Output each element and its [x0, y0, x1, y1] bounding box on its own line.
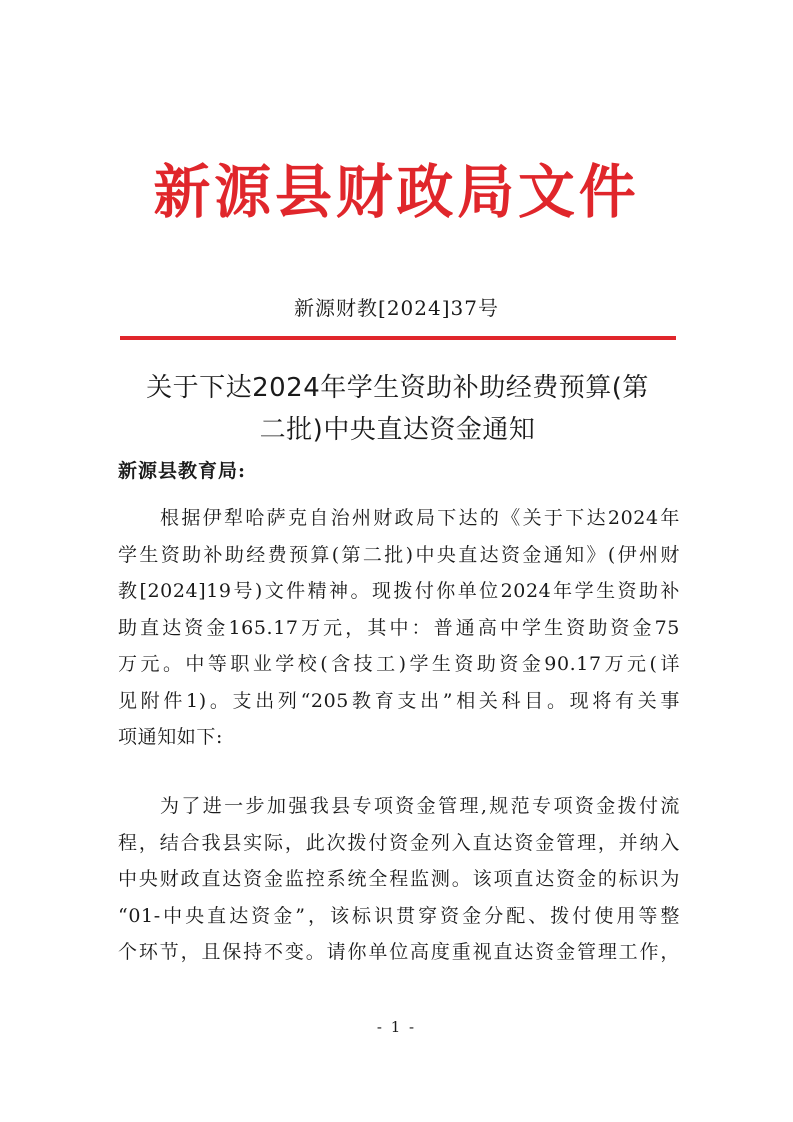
- paragraph-2-line: 个环节，且保持不变。请你单位高度重视直达资金管理工作，: [118, 941, 680, 963]
- paragraph-1-line: 项通知如下:: [118, 726, 224, 748]
- paragraph-1-line: 学生资助补助经费预算(第二批)中央直达资金通知》(伊州财: [118, 543, 680, 566]
- page-number: - 1 -: [376, 1018, 417, 1036]
- paragraph-2: [118, 788, 680, 971]
- paragraph-1-line: 根据伊犁哈萨克自治州财政局下达的《关于下达2024年: [160, 507, 680, 529]
- notice-title-line-2: 二批)中央直达资金通知: [259, 415, 536, 445]
- notice-title-line-1: 关于下达2024年学生资助补助经费预算(第: [146, 373, 649, 403]
- paragraph-1: [118, 500, 680, 756]
- issuing-authority-title: 新源县财政局文件: [153, 158, 640, 226]
- addressee: 新源县教育局:: [118, 460, 247, 482]
- paragraph-2-line: 中央财政直达资金监控系统全程监测。该项直达资金的标识为: [118, 868, 680, 890]
- paragraph-2-line: “01-中央直达资金”，该标识贯穿资金分配、拨付使用等整: [118, 904, 680, 927]
- document-number: 新源财教[2024]37号: [294, 296, 499, 320]
- paragraph-1-line: 万元。中等职业学校(含技工)学生资助资金90.17万元(详: [118, 653, 680, 675]
- paragraph-2-line: 程，结合我县实际，此次拨付资金列入直达资金管理，并纳入: [118, 831, 680, 854]
- paragraph-1-line: 助直达资金165.17万元，其中：普通高中学生资助资金75: [118, 616, 680, 639]
- paragraph-2-line: 为了进一步加强我县专项资金管理,规范专项资金拨付流: [160, 795, 680, 817]
- red-separator-line: [120, 336, 676, 340]
- paragraph-1-line: 见附件1)。支出列“205教育支出”相关科目。现将有关事: [118, 689, 680, 712]
- notice-title: [110, 367, 685, 451]
- paragraph-1-line: 教[2024]19号)文件精神。现拨付你单位2024年学生资助补: [118, 580, 680, 602]
